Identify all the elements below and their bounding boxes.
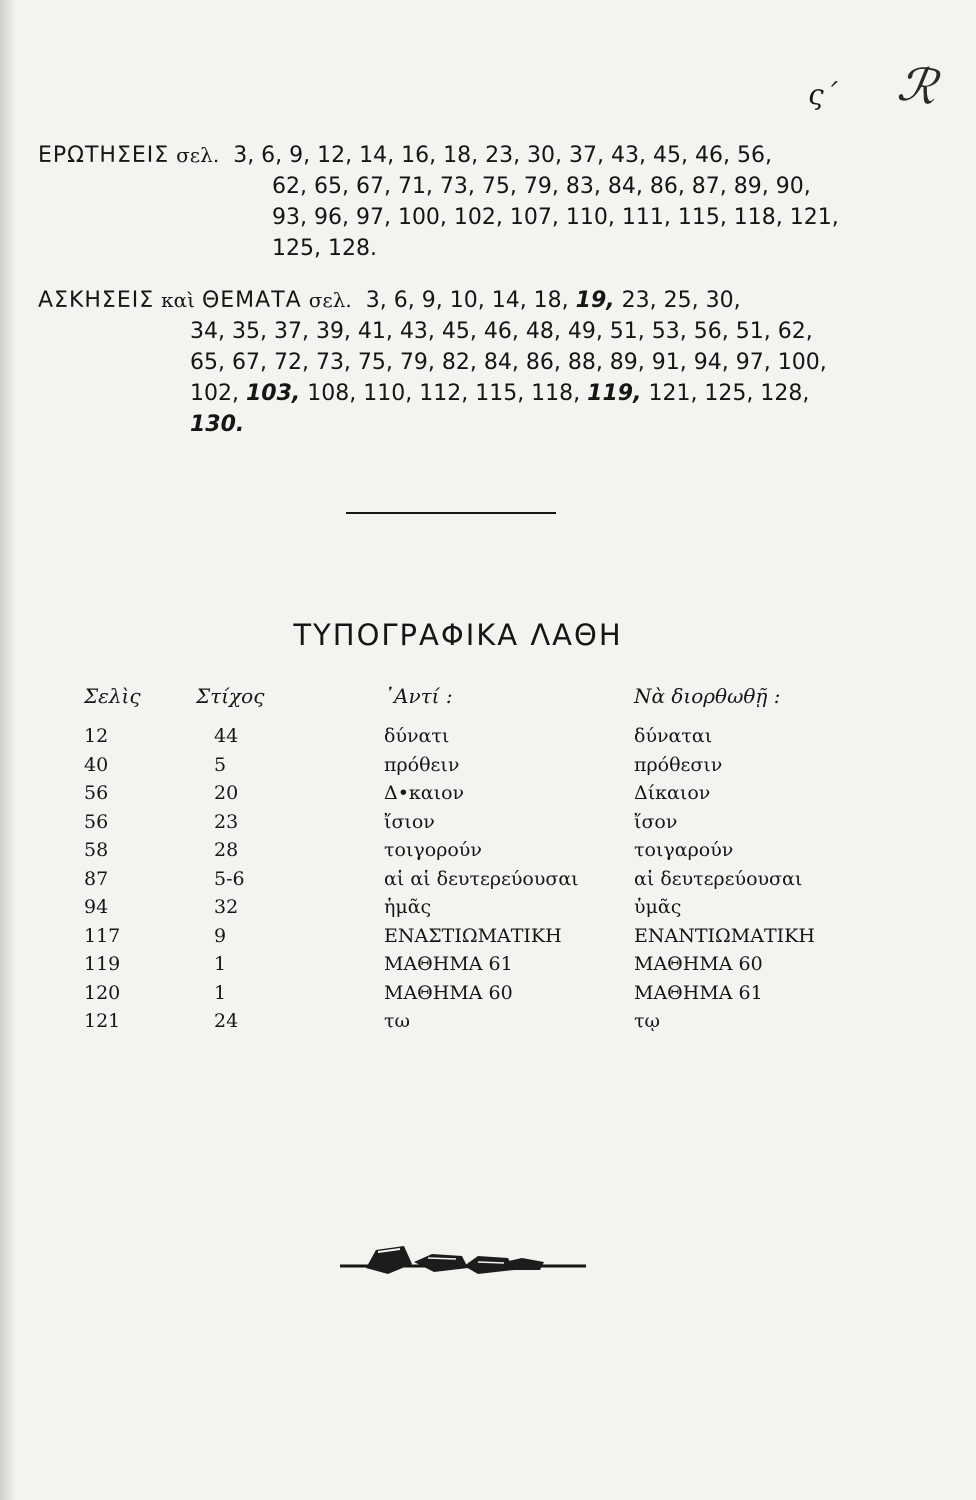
exercises-line-4 — [38, 378, 827, 409]
errata-line: 1 — [214, 953, 227, 976]
errata-correct: τῳ — [634, 1010, 661, 1033]
errata-page: 56 — [84, 782, 109, 805]
questions-abbr: σελ. — [176, 143, 220, 167]
errata-wrong: ΜΑΘΗΜΑ 61 — [384, 953, 513, 976]
exercises-pages-4e: 121, 125, 128, — [648, 381, 810, 406]
exercises-abbr: σελ. — [308, 288, 352, 312]
errata-page: 121 — [84, 1010, 121, 1033]
errata-wrong: ΕΝΑΣΤΙΩΜΑΤΙΚΗ — [384, 924, 562, 947]
errata-wrong: δύνατι — [384, 725, 450, 748]
errata-correct: πρόθεσιν — [634, 753, 723, 776]
questions-line-1 — [38, 140, 839, 171]
books-ornament-icon — [338, 1236, 588, 1282]
errata-row — [60, 979, 894, 1008]
errata-correct: Δίκαιον — [634, 782, 711, 805]
errata-line: 23 — [214, 810, 239, 833]
exercises-index — [38, 285, 827, 440]
exercises-line-1 — [38, 285, 827, 316]
errata-page: 40 — [84, 753, 109, 776]
errata-row — [60, 751, 894, 780]
exercises-conj: καὶ — [161, 288, 195, 312]
errata-line: 5-6 — [214, 867, 245, 890]
errata-page: 120 — [84, 981, 121, 1004]
exercises-pages-1b: 19, — [575, 288, 615, 313]
errata-line: 28 — [214, 839, 239, 862]
errata-title: ΤΥΠΟΓΡΑΦΙΚΑ ΛΑΘΗ — [293, 618, 623, 652]
questions-index — [38, 140, 839, 264]
errata-page: 119 — [84, 953, 121, 976]
exercises-pages-1a: 3, 6, 9, 10, 14, 18, — [365, 288, 569, 313]
page-edge-shadow — [0, 0, 14, 1500]
errata-correct: τοιγαρούν — [634, 839, 734, 862]
errata-header-row — [60, 684, 894, 722]
errata-correct: αἱ δευτερεύουσαι — [634, 867, 803, 890]
errata-page: 56 — [84, 810, 109, 833]
header-page: Σελὶς — [84, 684, 141, 708]
exercises-pages-3: 65, 67, 72, 73, 75, 79, 82, 84, 86, 88, 89, 91, 94, 97, 100, — [190, 350, 827, 375]
exercises-pages-4c: 108, 110, 112, 115, 118, — [307, 381, 581, 406]
errata-line: 1 — [214, 981, 227, 1004]
errata-page: 117 — [84, 924, 121, 947]
exercises-label: ΑΣΚΗΣΕΙΣ — [38, 288, 155, 313]
questions-label: ΕΡΩΤΗΣΕΙΣ — [38, 143, 170, 168]
errata-wrong: αἱ αἱ δευτερεύουσαι — [384, 867, 579, 890]
errata-row — [60, 722, 894, 751]
exercises-pages-4a: 102, — [190, 381, 239, 406]
errata-row — [60, 808, 894, 837]
errata-row — [60, 950, 894, 979]
header-line: Στίχος — [196, 684, 265, 708]
errata-line: 9 — [214, 924, 227, 947]
errata-line: 5 — [214, 753, 227, 776]
errata-row — [60, 922, 894, 951]
errata-row — [60, 779, 894, 808]
exercises-pages-4b: 103, — [245, 381, 301, 406]
errata-row — [60, 865, 894, 894]
errata-correct: ΕΝΑΝΤΙΩΜΑΤΙΚΗ — [634, 924, 815, 947]
errata-correct: ΜΑΘΗΜΑ 60 — [634, 953, 763, 976]
exercises-label-2: ΘΕΜΑΤΑ — [201, 288, 302, 313]
errata-correct: ΜΑΘΗΜΑ 61 — [634, 981, 763, 1004]
questions-pages-1: 3, 6, 9, 12, 14, 16, 18, 23, 30, 37, 43, 45, 46, 56, — [233, 143, 772, 168]
exercises-pages-1c: 23, 25, 30, — [621, 288, 741, 313]
exercises-pages-5: 130. — [190, 412, 245, 437]
errata-row — [60, 836, 894, 865]
handwritten-mark: ℛ — [894, 55, 941, 117]
errata-wrong: τοιγορούν — [384, 839, 482, 862]
errata-correct: ὑμᾶς — [634, 896, 682, 919]
errata-wrong: πρόθειν — [384, 753, 460, 776]
errata-page: 58 — [84, 839, 109, 862]
errata-line: 32 — [214, 896, 239, 919]
errata-page: 87 — [84, 867, 109, 890]
errata-line: 20 — [214, 782, 239, 805]
header-correction: Νὰ διορθωθῇ : — [634, 684, 781, 708]
errata-correct: ἴσον — [634, 810, 678, 833]
errata-line: 44 — [214, 725, 239, 748]
errata-row — [60, 893, 894, 922]
errata-wrong: ἴσιον — [384, 810, 435, 833]
errata-wrong: τω — [384, 1010, 411, 1033]
header-instead: ᾿Αντί : — [384, 684, 453, 708]
questions-pages-2: 62, 65, 67, 71, 73, 75, 79, 83, 84, 86, 87, 89, 90, — [272, 174, 811, 199]
errata-wrong: ΜΑΘΗΜΑ 60 — [384, 981, 513, 1004]
errata-wrong: ἡμᾶς — [384, 896, 432, 919]
questions-pages-4: 125, 128. — [272, 236, 377, 261]
exercises-pages-2: 34, 35, 37, 39, 41, 43, 45, 46, 48, 49, 51, 53, 56, 51, 62, — [190, 319, 813, 344]
page-number: ς΄ — [808, 78, 838, 111]
errata-page: 94 — [84, 896, 109, 919]
errata-line: 24 — [214, 1010, 239, 1033]
errata-correct: δύναται — [634, 725, 713, 748]
section-divider — [346, 512, 556, 514]
errata-wrong: Δ•καιον — [384, 782, 465, 805]
errata-table — [60, 684, 894, 1036]
exercises-pages-4d: 119, — [587, 381, 642, 406]
errata-row — [60, 1007, 894, 1036]
errata-page: 12 — [84, 725, 109, 748]
questions-pages-3: 93, 96, 97, 100, 102, 107, 110, 111, 115, 118, 121, — [272, 205, 839, 230]
